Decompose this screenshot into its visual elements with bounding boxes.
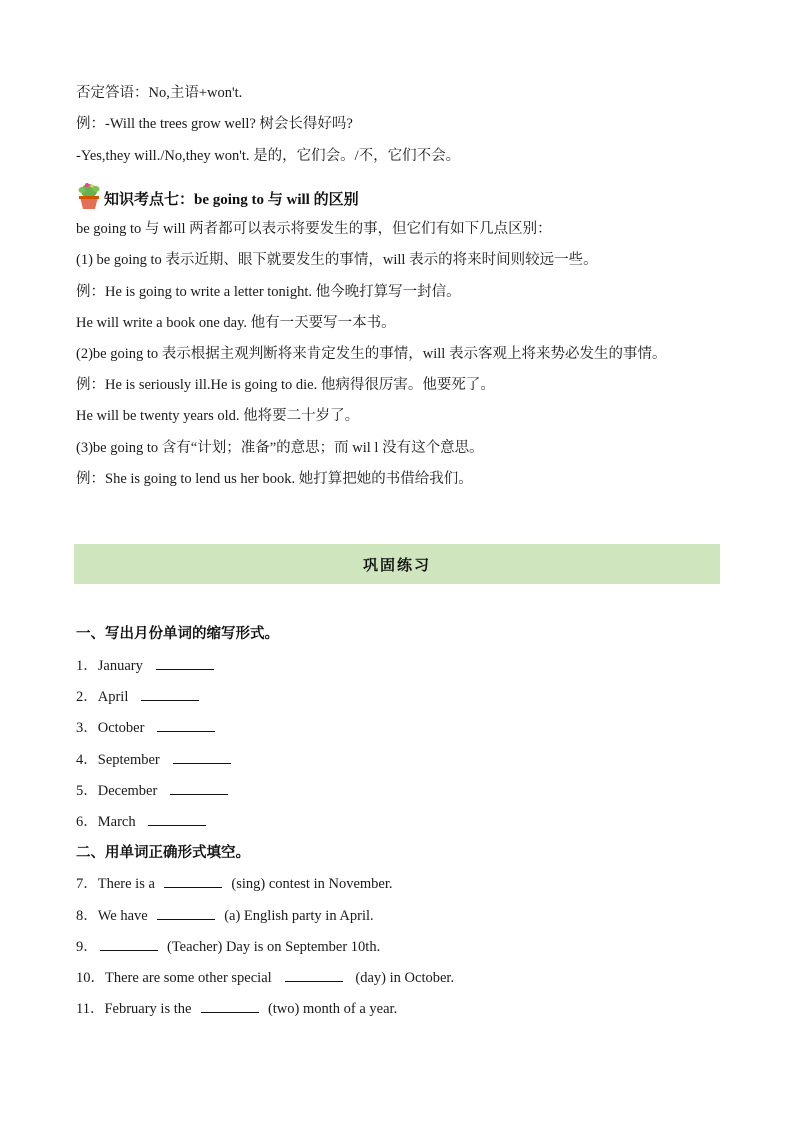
answer-blank[interactable]: [201, 1000, 259, 1013]
exercise-item: 10．There are some other special (day) in October.: [76, 970, 455, 986]
exercise-item: 5．December: [76, 782, 230, 800]
exercise-item: 2．April: [76, 688, 201, 706]
section-1-title: 一、写出月份单词的缩写形式。: [76, 626, 279, 642]
answer-blank[interactable]: [285, 969, 343, 982]
answer-blank[interactable]: [157, 719, 215, 732]
point-line-8: (3)be going to 含有“计划；准备”的意思；而 wil l 没有这个意思。: [76, 440, 484, 456]
section-2-title: 二、用单词正确形式填空。: [76, 845, 250, 861]
point-line-1: be going to 与 will 两者都可以表示将要发生的事，但它们有如下几点区别：: [76, 221, 552, 237]
exercise-item: 6．March: [76, 813, 208, 831]
heading-text: 知识考点七：be going to 与 will 的区别: [104, 192, 359, 208]
answer-blank[interactable]: [148, 813, 206, 826]
answer-blank[interactable]: [164, 875, 222, 888]
cactus-icon: [76, 182, 102, 210]
exercise-item: 3．October: [76, 719, 217, 737]
point-line-9: 例：She is going to lend us her book. 她打算把她的书借给我们。: [76, 471, 473, 487]
answer-blank[interactable]: [156, 657, 214, 670]
practice-banner-title: 巩固练习: [362, 557, 431, 574]
point-line-6: 例：He is seriously ill.He is going to die. 他病得很厉害。他要死了。: [76, 377, 495, 393]
point-line-3: 例：He is going to write a letter tonight. 他今晚打算写一封信。: [76, 284, 461, 300]
point-line-4: He will write a book one day. 他有一天要写一本书。: [76, 315, 396, 331]
answer-blank[interactable]: [141, 688, 199, 701]
example-answer: -Yes,they will./No,they won't. 是的，它们会。/不，它们不会。: [76, 148, 461, 164]
exercise-item: 7．There is a (sing) contest in November.: [76, 876, 393, 892]
knowledge-point-heading: [76, 186, 359, 214]
point-line-5: (2)be going to 表示根据主观判断将来肯定发生的事情，will 表示客观上将来势必发生的事情。: [76, 346, 667, 362]
point-line-2: (1) be going to 表示近期、眼下就要发生的事情，will 表示的将来时间则较远一些。: [76, 252, 598, 268]
exercise-item: 1．January: [76, 657, 216, 675]
answer-blank[interactable]: [100, 938, 158, 951]
practice-banner: [74, 544, 720, 584]
answer-blank[interactable]: [170, 782, 228, 795]
answer-blank[interactable]: [157, 907, 215, 920]
exercise-item: 8．We have (a) English party in April.: [76, 908, 374, 924]
example-question: 例：-Will the trees grow well? 树会长得好吗?: [76, 116, 353, 132]
negative-answer-rule: 否定答语：No,主语+won't.: [76, 85, 243, 101]
exercise-item: 4．September: [76, 751, 233, 769]
answer-blank[interactable]: [173, 751, 231, 764]
exercise-item: 9． (Teacher) Day is on September 10th.: [76, 939, 381, 955]
exercise-item: 11．February is the (two) month of a year.: [76, 1001, 398, 1017]
point-line-7: He will be twenty years old. 他将要二十岁了。: [76, 408, 360, 424]
